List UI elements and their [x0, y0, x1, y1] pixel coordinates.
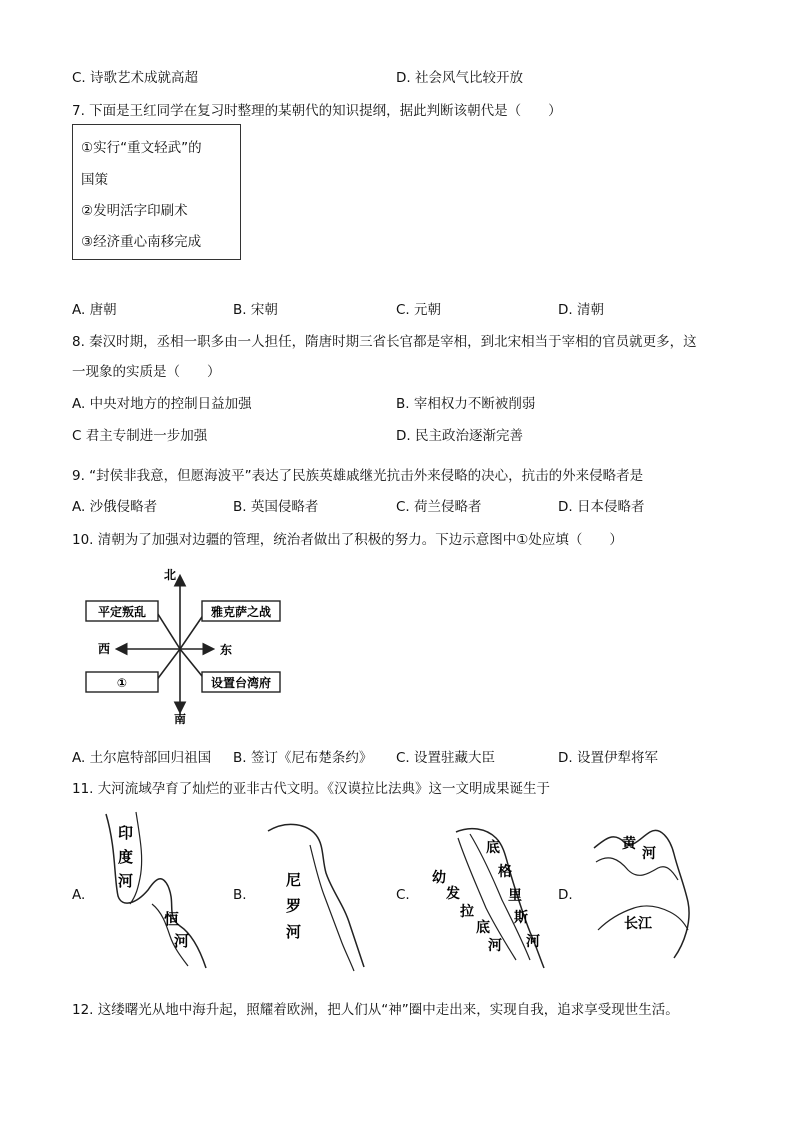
map-c-char: 底 [486, 840, 500, 856]
q12-stem: 12. 这缕曙光从地中海升起，照耀着欧洲，把人们从“神”圈中走出来，实现自我，追求享受现世生活。 [72, 1002, 679, 1018]
q7-outline-line: 国策 [81, 172, 108, 188]
map-d-char: 河 [642, 846, 656, 862]
label-west: 西 [97, 642, 111, 656]
label-east: 东 [219, 643, 233, 657]
q10-stem: 10. 清朝为了加强对边疆的管理，统治者做出了积极的努力。下边示意图中①处应填（ ） [72, 532, 623, 548]
q7-outline-line: ②发明活字印刷术 [81, 203, 188, 219]
q9-option-c: C. 荷兰侵略者 [396, 499, 482, 515]
compass-diagram [80, 565, 280, 725]
q11-stem: 11. 大河流域孕育了灿烂的亚非古代文明。《汉谟拉比法典》这一文明成果诞生于 [72, 781, 551, 797]
map-d-char: 黄 [622, 836, 636, 852]
q6-option-c: C. 诗歌艺术成就高超 [72, 70, 199, 86]
q8-option-d: D. 民主政治逐渐完善 [396, 428, 523, 444]
q8-option-c: C 君主专制进一步加强 [72, 428, 208, 444]
map-a-char: 度 [118, 848, 134, 866]
q7-option-c: C. 元朝 [396, 302, 442, 318]
box-southwest-label: ① [116, 676, 128, 690]
line-southwest [156, 649, 180, 681]
q7-option-b: B. 宋朝 [233, 302, 278, 318]
q9-stem: 9. “封侯非我意，但愿海波平”表达了民族英雄戚继光抗击外来侵略的决心，抗击的外来侵略者是 [72, 468, 644, 484]
map-c-char: 河 [526, 934, 540, 950]
q6-option-d: D. 社会风气比较开放 [396, 70, 523, 86]
map-a-char: 河 [118, 872, 134, 890]
q10-option-a: A. 土尔扈特部回归祖国 [72, 750, 212, 766]
map-c-char: 斯 [514, 910, 528, 926]
q8-stem-line1: 8. 秦汉时期，丞相一职多由一人担任，隋唐时期三省长官都是宰相，到北宋相当于宰相的官员就更多，这 [72, 334, 697, 350]
map-b-nile [264, 815, 374, 975]
map-a-char: 印 [118, 824, 134, 842]
q10-option-b: B. 签订《尼布楚条约》 [233, 750, 373, 766]
map-d-china-rivers [584, 818, 694, 968]
map-c-char: 里 [508, 888, 522, 904]
map-a-char: 河 [174, 932, 190, 950]
map-c-char: 幼 [432, 870, 446, 886]
map-a-indus-ganges [96, 808, 216, 973]
q10-option-c: C. 设置驻藏大臣 [396, 750, 496, 766]
box-northeast-label: 雅克萨之战 [210, 605, 272, 619]
map-b-char: 罗 [286, 897, 302, 915]
q9-option-b: B. 英国侵略者 [233, 499, 319, 515]
q9-option-d: D. 日本侵略者 [558, 499, 645, 515]
map-c-char: 河 [488, 938, 502, 954]
q7-option-d: D. 清朝 [558, 302, 604, 318]
box-northwest-label: 平定叛乱 [97, 605, 147, 619]
map-a-char: 恒 [164, 910, 180, 928]
map-c-char: 发 [446, 886, 460, 902]
map-b-char: 尼 [286, 871, 302, 889]
map-b-char: 河 [286, 923, 302, 941]
label-south: 南 [173, 712, 187, 726]
q10-option-d: D. 设置伊犁将军 [558, 750, 658, 766]
q9-option-a: A. 沙俄侵略者 [72, 499, 158, 515]
coastline [268, 824, 364, 967]
map-c-char: 拉 [460, 904, 474, 920]
box-southeast-label: 设置台湾府 [210, 676, 272, 690]
line-northwest [156, 611, 180, 649]
map-c-char: 底 [476, 920, 490, 936]
map-c-char: 格 [498, 864, 512, 880]
q7-outline-line: ①实行“重文轻武”的 [81, 140, 202, 156]
label-north: 北 [163, 568, 176, 582]
q7-outline-line: ③经济重心南移完成 [81, 234, 202, 250]
river-yellow [596, 858, 678, 880]
q7-outline-box [72, 124, 241, 260]
q11-option-d: D. [558, 887, 573, 903]
map-d-label: 长江 [624, 916, 652, 932]
q11-option-b: B. [233, 887, 247, 903]
q8-stem-line2: 一现象的实质是（ ） [72, 364, 221, 380]
river-nile [310, 845, 354, 971]
q7-stem: 7. 下面是王红同学在复习时整理的某朝代的知识提纲，据此判断该朝代是（ ） [72, 103, 562, 119]
q7-option-a: A. 唐朝 [72, 302, 117, 318]
map-c-mesopotamia [426, 822, 546, 972]
q11-option-a: A. [72, 887, 86, 903]
q8-option-b: B. 宰相权力不断被削弱 [396, 396, 536, 412]
q8-option-a: A. 中央对地方的控制日益加强 [72, 396, 252, 412]
q11-option-c: C. [396, 887, 410, 903]
